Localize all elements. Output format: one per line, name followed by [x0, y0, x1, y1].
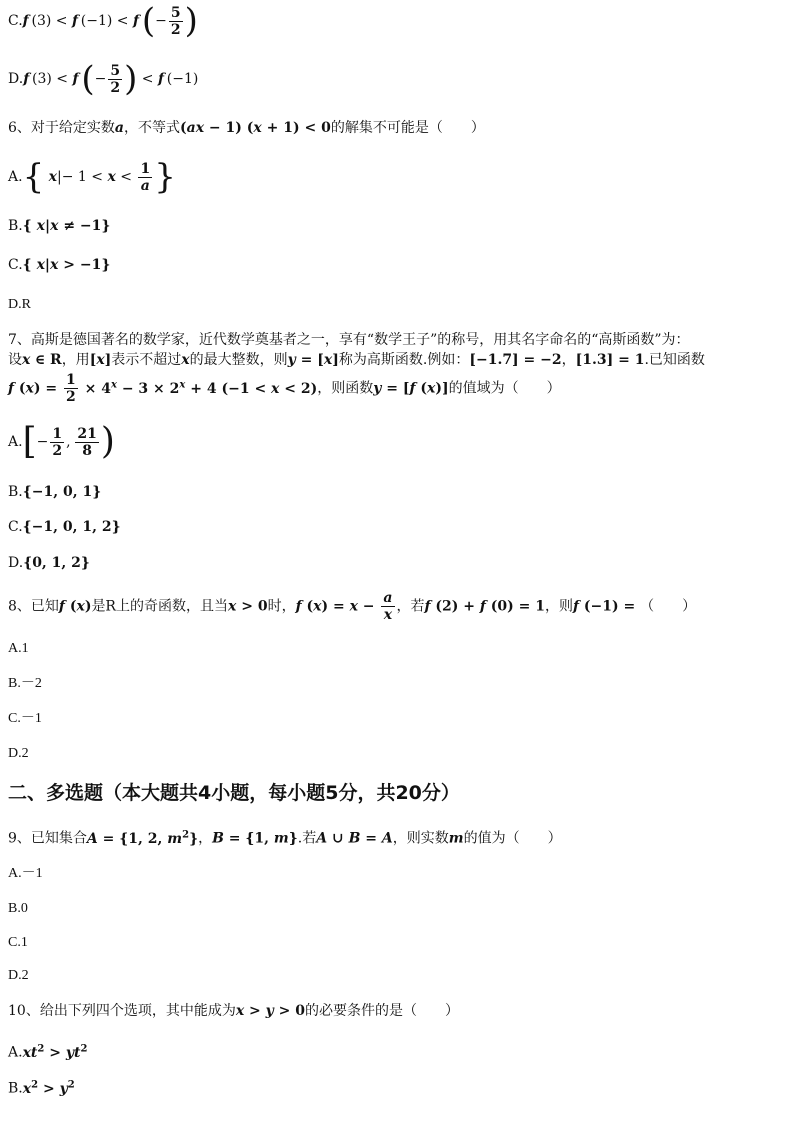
q10-stem: 10、给出下列四个选项，其中能成为x > y > 0的必要条件的是（ ） — [8, 1003, 460, 1019]
q5-option-c: C.f (3) < f (−1) < f (− $\frac{5}{2}$ ) — [8, 1, 198, 41]
q9-option-a: A.－1 — [8, 866, 43, 881]
q7-option-b: B.{−1, 0, 1} — [8, 484, 102, 500]
q9-stem: 9、已知集合A = {1, 2, $m^2$}，B = {1, m}.若A ∪ B = A，则实数m的值为（ ） — [8, 829, 562, 847]
q6-option-a: A.{ x|− 1 < x < $\frac{1}{a}$ } — [8, 157, 176, 197]
q5-option-d: D.f (3) < f (− $\frac{5}{2}$ ) < f (−1) — [8, 59, 199, 99]
q6-option-c: C.{ x|x > −1} — [8, 257, 111, 273]
q9-option-c: C.1 — [8, 935, 28, 950]
q10-option-a: $A.xt^2 > yt^2$ — [8, 1043, 88, 1061]
q6-stem: 6、对于给定实数a，不等式(ax − 1) (x + 1) < 0的解集不可能是（ ） — [8, 120, 485, 136]
q7-option-c: C.{−1, 0, 1, 2} — [8, 519, 121, 535]
q8-option-b: B.－2 — [8, 676, 42, 691]
q7-stem-line2: 设x ∈ R，用[x]表示不超过x的最大整数，则y = [x]称为高斯函数.例如：[−1.7] = −2，[1.3] = 1.已知函数 — [8, 352, 705, 368]
q7-stem-line1: 7、高斯是德国著名的数学家，近代数学奠基者之一，享有“数学王子”的称号，用其名字命名的“高斯函数”为： — [8, 332, 690, 348]
q6-option-d: D.R — [8, 297, 31, 312]
q8-option-d: D.2 — [8, 746, 29, 761]
q8-stem: 8、已知f (x)是R上的奇函数，且当x > 0时，f (x) = x − $\frac{a}{x}$ ，若f (2) + f (0) = 1，则f (−1) = （ ） — [8, 590, 697, 623]
q7-option-d: D.{0, 1, 2} — [8, 555, 90, 571]
section-heading-multiple-choice: 二、多选题（本大题共4小题，每小题5分，共20分） — [8, 782, 460, 804]
q7-stem-line3: f (x) = $\frac{1}{2}$ × $4^x - 3 \times 2^x + 4$ (−1 < x < 2)，则函数y = [f (x)]的值域为（ ） — [8, 372, 561, 405]
q10-option-b: $B.x^2 > y^2$ — [8, 1079, 75, 1097]
q8-option-a: A.1 — [8, 641, 29, 656]
q9-option-d: D.2 — [8, 968, 29, 983]
q8-option-c: C.－1 — [8, 711, 42, 726]
q6-option-b: B.{ x|x ≠ −1} — [8, 218, 111, 234]
q7-option-a: A.[− $\frac{1}{2}$ , $\frac{21}{8}$ ) — [8, 421, 115, 462]
q9-option-b: B.0 — [8, 901, 28, 916]
